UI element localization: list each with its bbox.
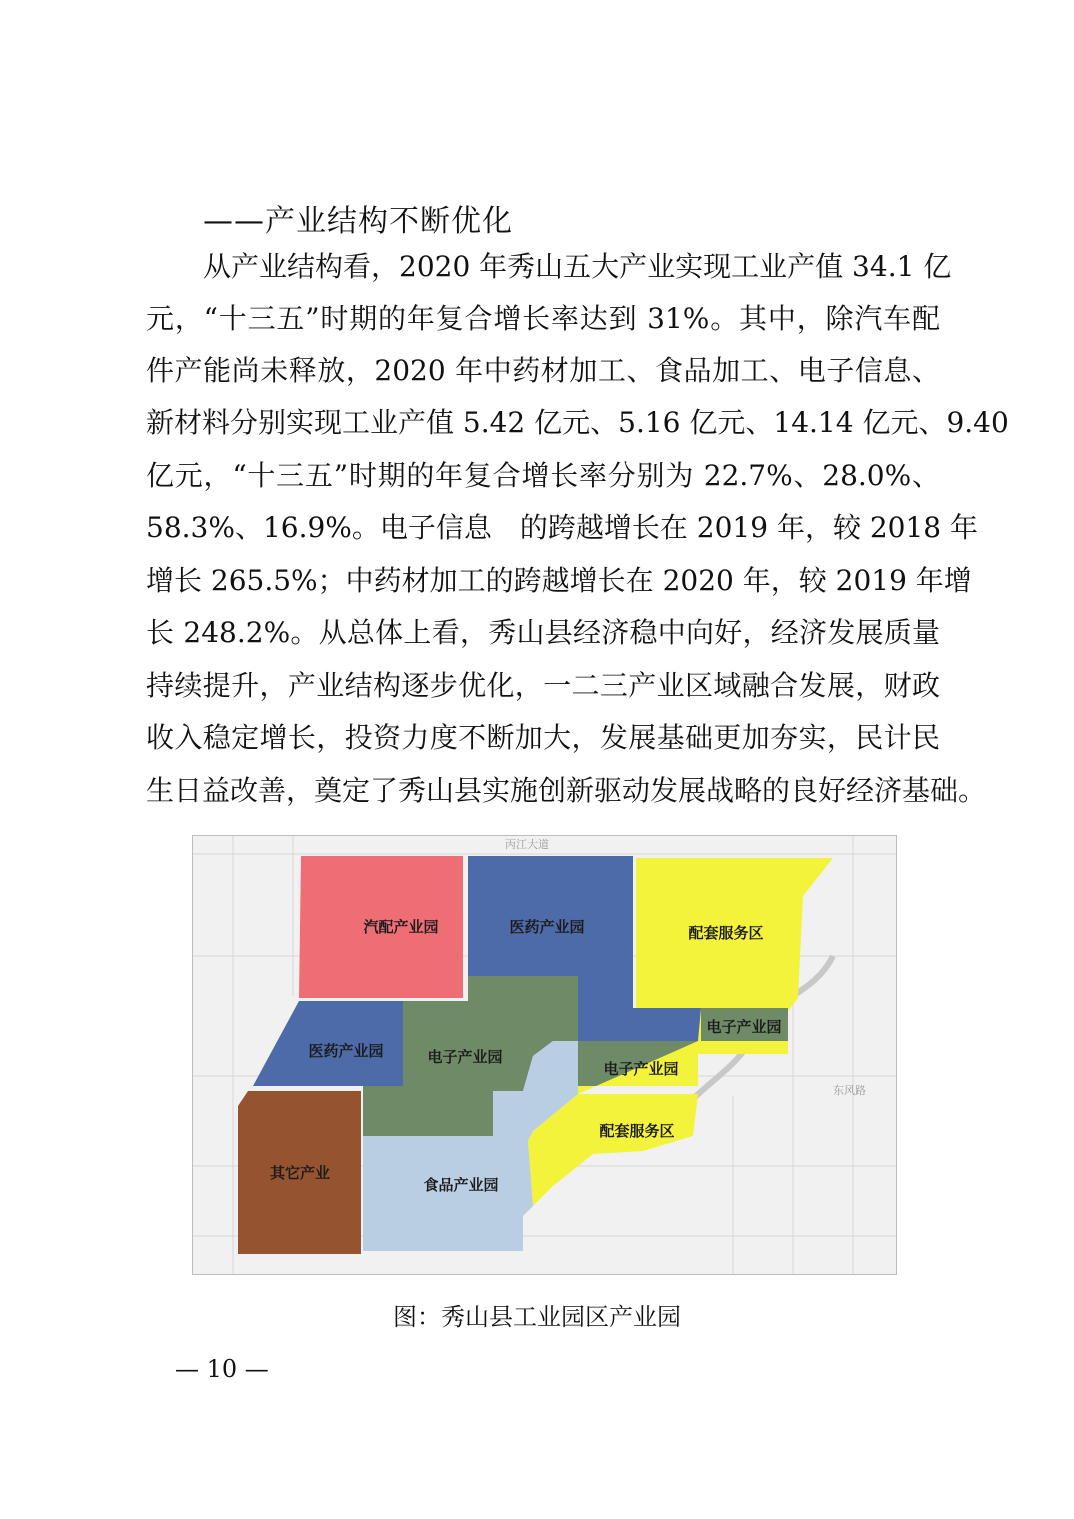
zone-label-service-south: 配套服务区 [599, 1122, 675, 1140]
zone-label-medicine-west: 医药产业园 [308, 1042, 384, 1060]
paragraph-line: 增长 265.5%；中药材加工的跨越增长在 2020 年，较 2019 年增 [146, 564, 972, 597]
paragraph-line: 生日益改善，奠定了秀山县实施创新驱动发展战略的良好经济基础。 [146, 774, 987, 807]
paragraph-line: 收入稳定增长，投资力度不断加大，发展基础更加夯实，民计民 [146, 721, 940, 754]
zone-label-electronics-mid: 电子产业园 [603, 1060, 679, 1078]
zone-label-service-north: 配套服务区 [688, 924, 764, 942]
industrial-park-map [192, 835, 897, 1275]
section-heading: ——产业结构不断优化 [203, 204, 513, 239]
zone-label-auto-parts: 汽配产业园 [363, 918, 439, 936]
figure-caption: 图：秀山县工业园区产业园 [393, 1303, 681, 1331]
paragraph-line: 持续提升，产业结构逐步优化，一二三产业区域融合发展，财政 [146, 669, 940, 702]
paragraph-line: 元，“十三五”时期的年复合增长率达到 31%。其中，除汽车配 [146, 302, 940, 335]
zone-label-medicine-north: 医药产业园 [509, 918, 585, 936]
paragraph-line: 新材料分别实现工业产值 5.42 亿元、5.16 亿元、14.14 亿元、9.40 [146, 406, 1009, 439]
road-label-top: 丙江大道 [505, 838, 549, 851]
zone-label-other-industry: 其它产业 [269, 1164, 331, 1182]
paragraph-line: 58.3%、16.9%。电子信息 的跨越增长在 2019 年，较 2018 年 [146, 511, 979, 544]
zone-label-food: 食品产业园 [423, 1176, 499, 1194]
paragraph-line: 长 248.2%。从总体上看，秀山县经济稳中向好，经济发展质量 [146, 616, 940, 649]
zone-label-electronics-center: 电子产业园 [427, 1048, 503, 1066]
page-number: — 10 — [175, 1355, 269, 1383]
map-canvas [193, 836, 896, 1274]
paragraph-line: 亿元，“十三五”时期的年复合增长率分别为 22.7%、28.0%、 [146, 459, 940, 492]
paragraph-line: 从产业结构看，2020 年秀山五大产业实现工业产值 34.1 亿 [203, 250, 952, 283]
paragraph-line: 件产能尚未释放，2020 年中药材加工、食品加工、电子信息、 [146, 354, 940, 387]
zone-label-electronics-east: 电子产业园 [706, 1018, 782, 1036]
road-label-right: 东风路 [833, 1084, 866, 1097]
